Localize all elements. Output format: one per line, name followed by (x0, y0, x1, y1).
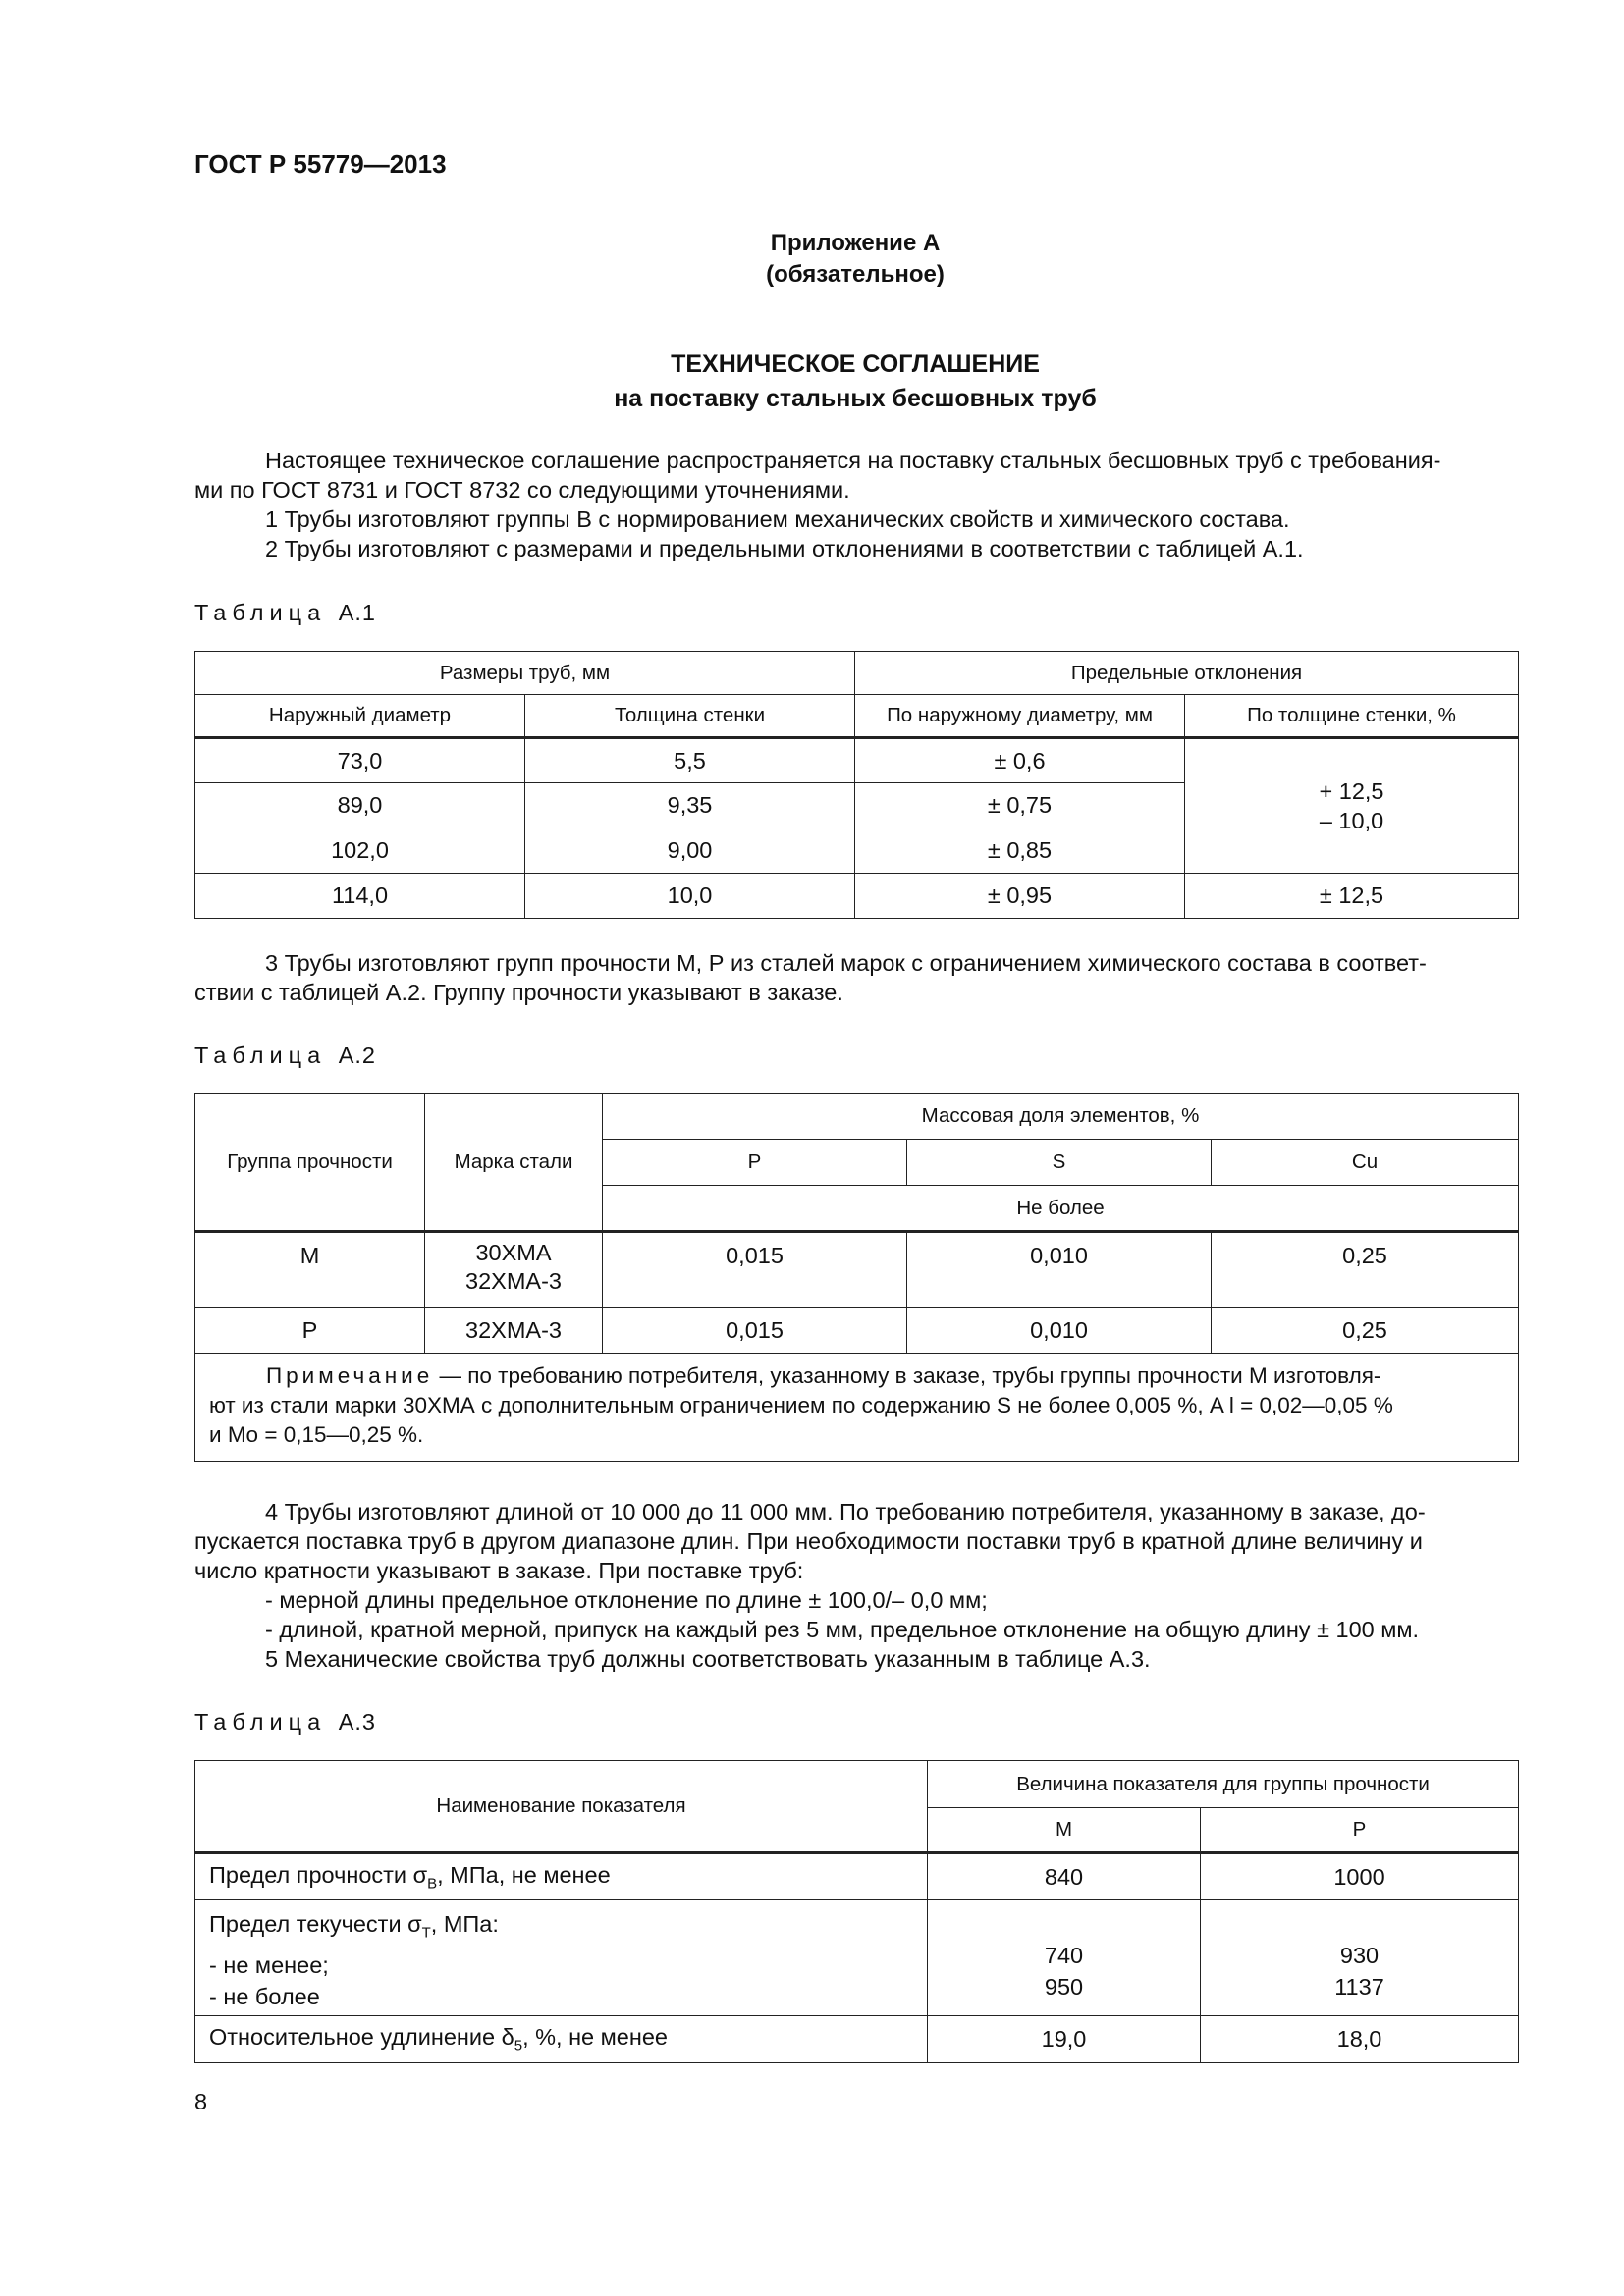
cell-dev-diameter: ± 0,6 (855, 738, 1185, 783)
item-4-line-2: пускается поставка труб в другом диапазоне длин. При необходимости поставки труб в кратной длине величину и (194, 1528, 1423, 1554)
table-a2-caption (194, 1042, 376, 1069)
cell-wall-thickness: 5,5 (525, 738, 855, 783)
item-4-line-1: 4 Трубы изготовляют длиной от 10 000 до 11 000 мм. По требованию потребителя, указанному в заказе, до- (265, 1499, 1426, 1524)
cell-strength-group: Р (195, 1308, 425, 1354)
cell-dev-diameter: ± 0,85 (855, 828, 1185, 874)
caption-word: Таблица (194, 600, 327, 625)
header-steel-grade: Марка стали (425, 1094, 603, 1232)
header-wall-thickness: Толщина стенки (525, 695, 855, 738)
item-5: 5 Механические свойства труб должны соответствовать указанным в таблице А.3. (265, 1646, 1151, 1672)
table-row (195, 1900, 1519, 2016)
cell-group-m: 840 (928, 1853, 1201, 1900)
header-indicator-value: Величина показателя для группы прочности (928, 1761, 1519, 1808)
header-element-cu: Cu (1212, 1140, 1519, 1186)
appendix-title: Приложение А (770, 230, 941, 256)
appendix-heading (194, 228, 1516, 291)
table-a3 (194, 1760, 1519, 2063)
yield-r-min: 930 (1339, 1943, 1380, 1968)
dev-wall-plus: + 12,5 (1319, 778, 1384, 804)
caption-number: А.1 (338, 600, 376, 625)
item-3-line-1: 3 Трубы изготовляют групп прочности М, Р из сталей марок с ограничением химического состава в соответ- (265, 950, 1427, 976)
cell-dev-wall: ± 12,5 (1185, 874, 1519, 919)
item-4-bullet-2: - длиной, кратной мерной, припуск на каждый рез 5 мм, предельное отклонение на общую длину ± 100 мм. (265, 1617, 1420, 1642)
table-a3-caption (194, 1709, 376, 1735)
caption-number: А.3 (338, 1709, 376, 1735)
cell-group-r: 1000 (1201, 1853, 1519, 1900)
intro-line-2: ми по ГОСТ 8731 и ГОСТ 8732 со следующими уточнениями. (194, 477, 850, 503)
intro-paragraph (194, 446, 1516, 563)
table-note (195, 1354, 1519, 1462)
cell-outer-diameter: 89,0 (195, 783, 525, 828)
cell-p: 0,015 (603, 1308, 907, 1354)
header-dev-wall: По толщине стенки, % (1185, 695, 1519, 738)
yield-m-min: 740 (1044, 1943, 1084, 1968)
caption-word: Таблица (194, 1042, 327, 1068)
grade-line-1: 30ХМА (475, 1240, 552, 1265)
document-code: ГОСТ Р 55779—2013 (194, 149, 447, 179)
header-group-m: М (928, 1808, 1201, 1853)
cell-outer-diameter: 114,0 (195, 874, 525, 919)
table-row (195, 1232, 1519, 1308)
document-title (194, 347, 1516, 416)
item-4-line-3: число кратности указывают в заказе. При поставке труб: (194, 1558, 804, 1583)
intro-line-1: Настоящее техническое соглашение распространяется на поставку стальных бесшовных труб с требования- (265, 448, 1441, 473)
cell-indicator-name: Предел текучести $\sigma_Т$, МПа: - не менее; - не более (195, 1900, 928, 2016)
cell-wall-thickness: 9,35 (525, 783, 855, 828)
header-element-p: P (603, 1140, 907, 1186)
header-mass-fraction: Массовая доля элементов, % (603, 1094, 1519, 1140)
yield-min-label: - не менее; (209, 1951, 329, 1978)
cell-s: 0,010 (907, 1232, 1212, 1308)
note-lead: Примечание (266, 1363, 434, 1388)
table-row (195, 738, 1519, 783)
table-row (195, 874, 1519, 919)
table-row (195, 1308, 1519, 1354)
item-2: 2 Трубы изготовляют с размерами и предельными отклонениями в соответствии с таблицей А.1. (265, 536, 1304, 561)
header-pipe-sizes: Размеры труб, мм (195, 652, 855, 695)
title-sub: на поставку стальных бесшовных труб (614, 385, 1097, 412)
table-a1 (194, 651, 1519, 919)
note-line-2: ют из стали марки 30ХМА с дополнительным ограничением по содержанию S не более 0,005 %, A l = 0,02—0,05 % (209, 1393, 1393, 1417)
header-limit-deviations: Предельные отклонения (855, 652, 1519, 695)
caption-number: А.2 (338, 1042, 376, 1068)
cell-cu: 0,25 (1212, 1308, 1519, 1354)
table-row (195, 1853, 1519, 1900)
yield-r-max: 1137 (1334, 1974, 1384, 2000)
header-indicator-name: Наименование показателя (195, 1761, 928, 1853)
cell-group-r (1201, 1900, 1519, 2016)
cell-strength-group: М (195, 1232, 425, 1308)
item-4-paragraph (194, 1497, 1516, 1674)
note-line-3: и Mo = 0,15—0,25 %. (209, 1422, 424, 1447)
dev-wall-minus: – 10,0 (1319, 808, 1384, 833)
item-3-paragraph (194, 948, 1516, 1007)
header-strength-group: Группа прочности (195, 1094, 425, 1232)
cell-wall-thickness: 10,0 (525, 874, 855, 919)
note-line-1: — по требованию потребителя, указанному в заказе, трубы группы прочности М изготовля- (433, 1363, 1381, 1388)
yield-m-max: 950 (1044, 1974, 1084, 2000)
cell-dev-diameter: ± 0,95 (855, 874, 1185, 919)
cell-p: 0,015 (603, 1232, 907, 1308)
appendix-status: (обязательное) (766, 261, 945, 288)
cell-steel-grade: 32ХМА-3 (425, 1308, 603, 1354)
header-outer-diameter: Наружный диаметр (195, 695, 525, 738)
table-note-row (195, 1354, 1519, 1462)
table-row (195, 2016, 1519, 2063)
table-a1-caption (194, 600, 376, 626)
cell-group-m (928, 1900, 1201, 2016)
cell-indicator-name: Относительное удлинение $\delta_5$, %, не менее (195, 2016, 928, 2063)
cell-group-r: 18,0 (1201, 2016, 1519, 2063)
cell-wall-thickness: 9,00 (525, 828, 855, 874)
table-a2 (194, 1093, 1519, 1462)
header-dev-diameter: По наружному диаметру, мм (855, 695, 1185, 738)
cell-dev-wall-merged (1185, 738, 1519, 874)
caption-word: Таблица (194, 1709, 327, 1735)
cell-steel-grade (425, 1232, 603, 1308)
header-element-s: S (907, 1140, 1212, 1186)
item-3-line-2: ствии с таблицей А.2. Группу прочности указывают в заказе. (194, 980, 843, 1005)
header-group-r: Р (1201, 1808, 1519, 1853)
cell-outer-diameter: 102,0 (195, 828, 525, 874)
cell-group-m: 19,0 (928, 2016, 1201, 2063)
header-not-more: Не более (603, 1186, 1519, 1232)
cell-indicator-name: Предел прочности $\sigma_В$, МПа, не менее (195, 1853, 928, 1900)
page-number: 8 (194, 2089, 208, 2114)
cell-dev-diameter: ± 0,75 (855, 783, 1185, 828)
grade-line-2: 32ХМА-3 (465, 1268, 562, 1294)
cell-outer-diameter: 73,0 (195, 738, 525, 783)
title-main: ТЕХНИЧЕСКОЕ СОГЛАШЕНИЕ (671, 350, 1040, 378)
cell-cu: 0,25 (1212, 1232, 1519, 1308)
item-1: 1 Трубы изготовляют группы В с нормированием механических свойств и химического состава. (265, 507, 1290, 532)
yield-max-label: - не более (209, 1983, 320, 2009)
cell-s: 0,010 (907, 1308, 1212, 1354)
item-4-bullet-1: - мерной длины предельное отклонение по длине ± 100,0/– 0,0 мм; (265, 1587, 988, 1613)
